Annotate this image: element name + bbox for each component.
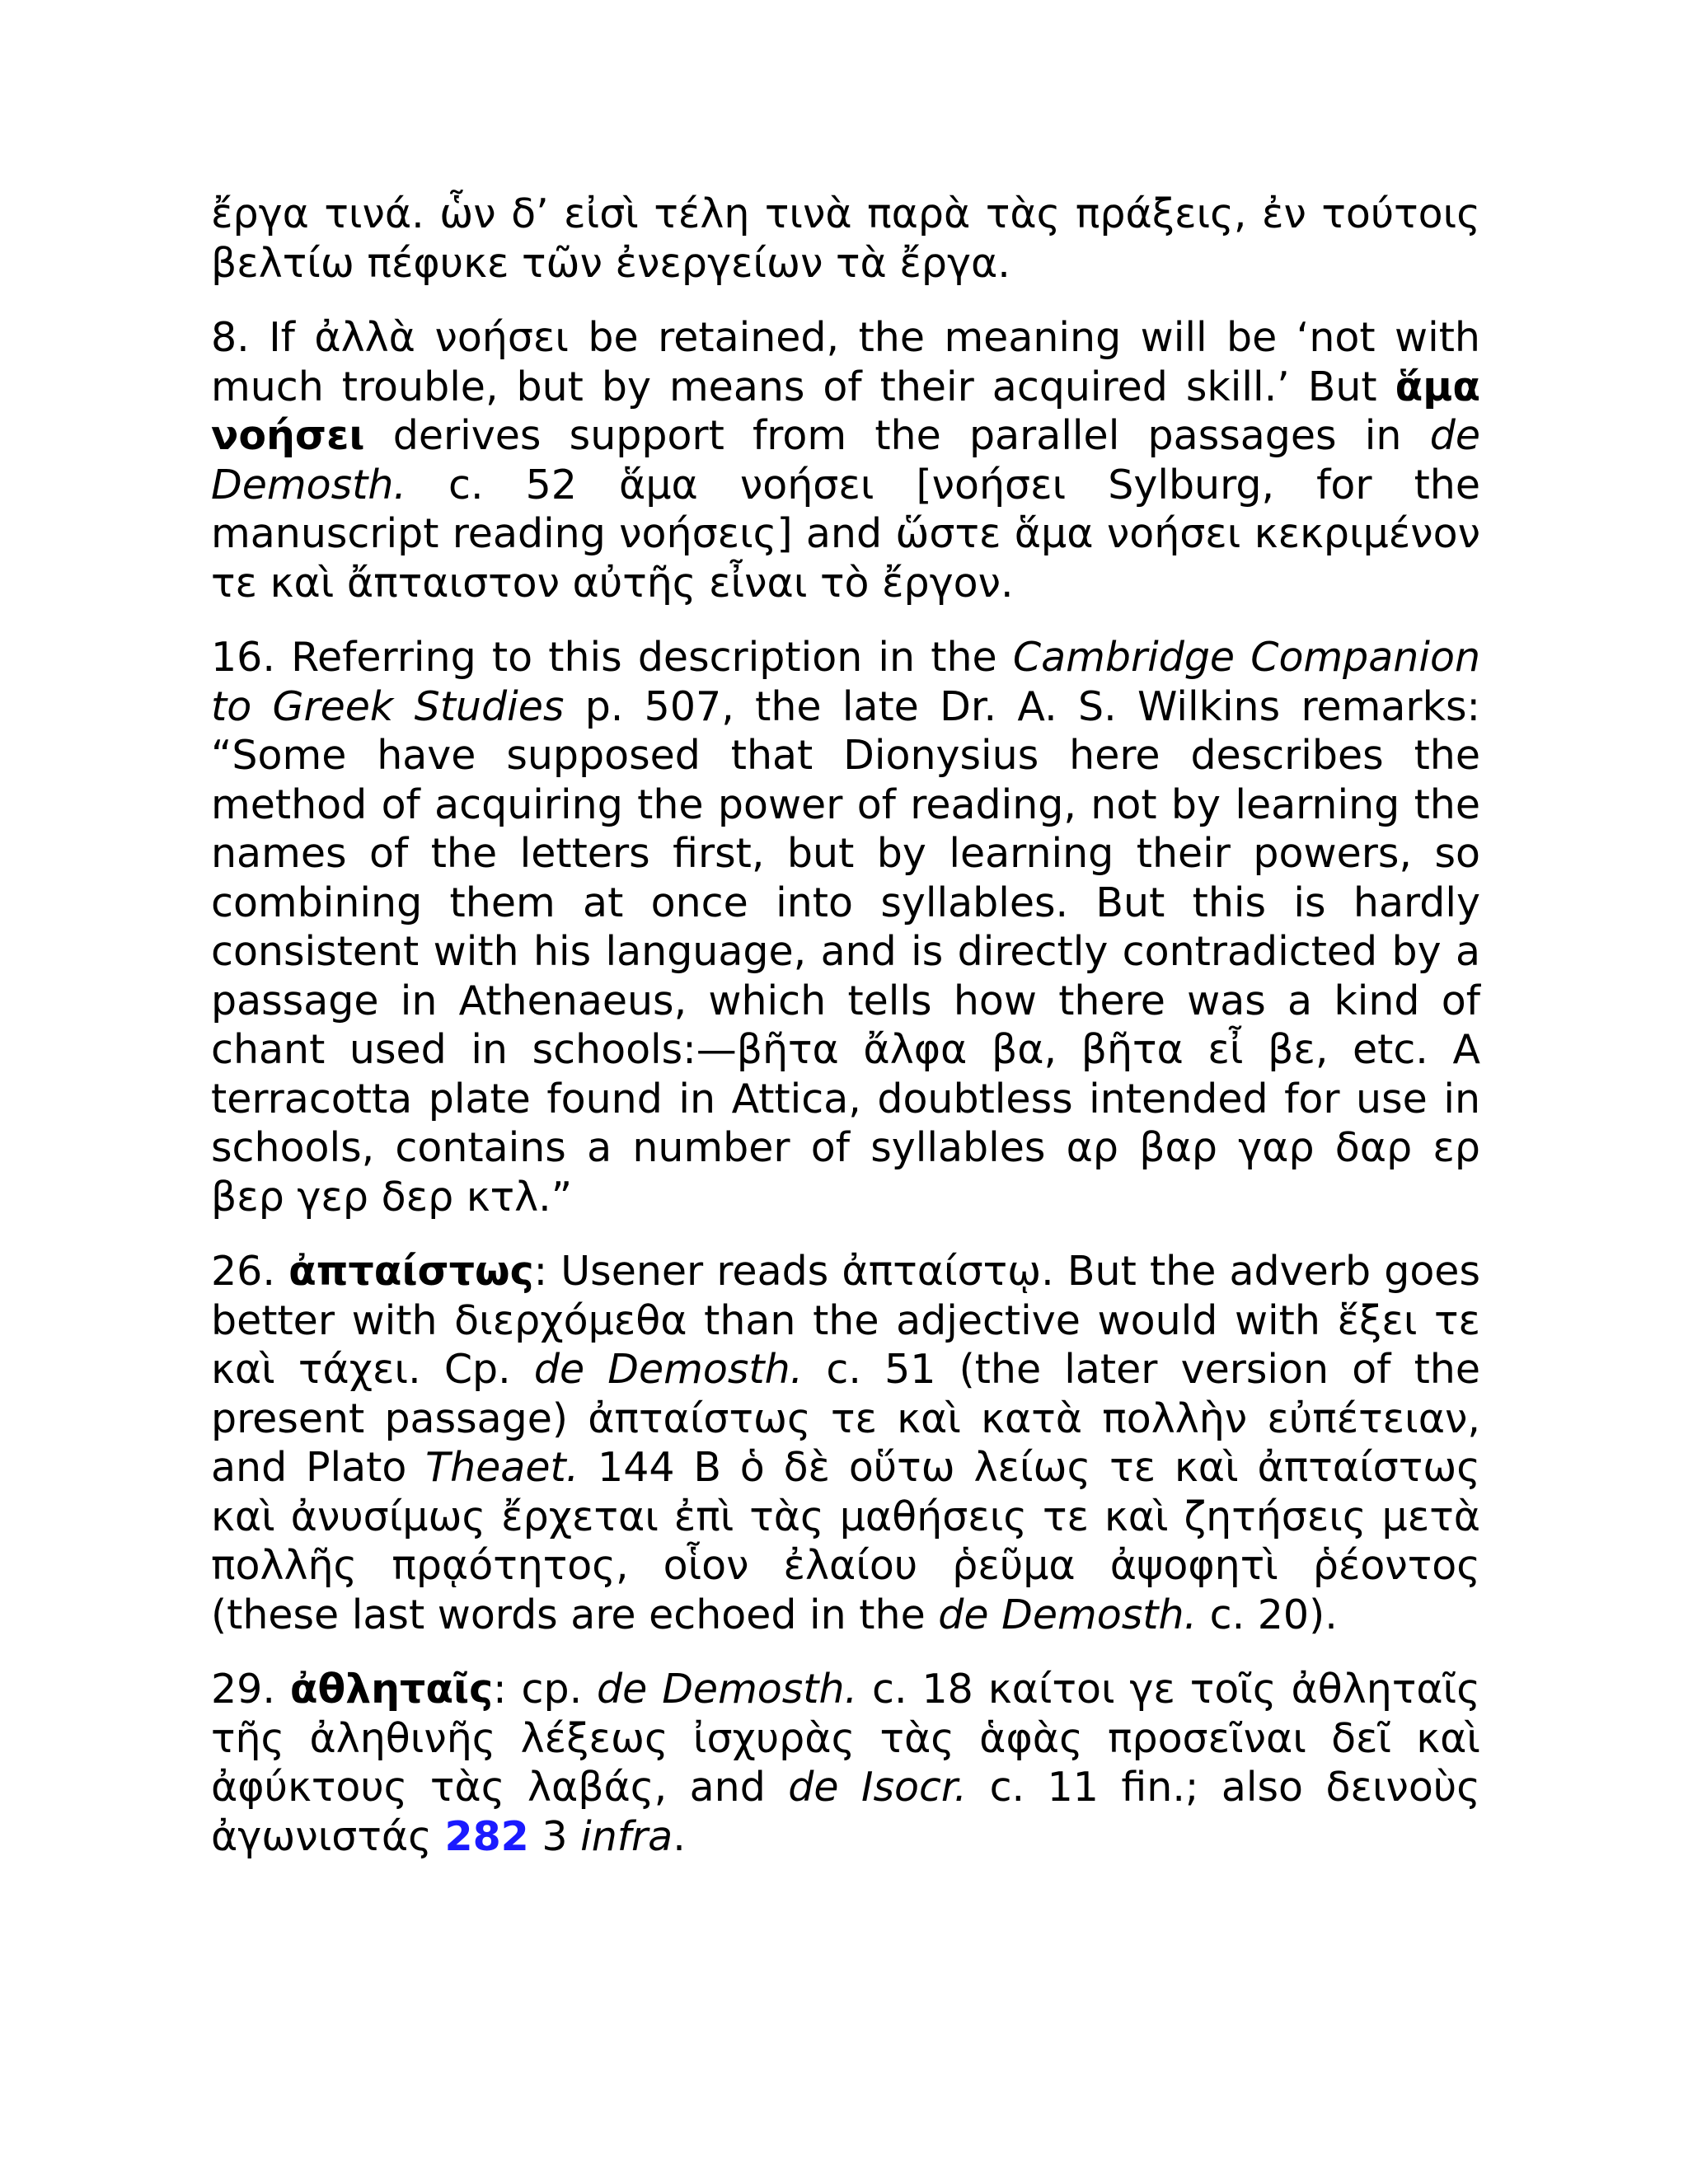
italic-reference: de Demosth. (211, 412, 1480, 509)
text-run: 26. (211, 1248, 289, 1295)
text-run: . (673, 1812, 686, 1860)
text-run: : cp. (493, 1666, 598, 1713)
italic-reference: Cambridge Companion to Greek Studies (211, 634, 1480, 730)
paragraph (211, 190, 1480, 288)
text-run: p. 507, the late Dr. A. S. Wilkins remarks: “Some have supposed that Dionysius here describes the method of acquiring the power of reading, not by learning the names of the letters first, but by learning their powers, so combining them at once into syllables. But this is hardly consistent with his language, and is directly contradicted by a passage in Athenaeus, which tells how there was a kind of chant used in schools:—βῆτα ἄλφα βα, βῆτα εἶ βε, etc. A terracotta plate found in Attica, doubtless intended for use in schools, contains a number of syllables αρ βαρ γαρ δαρ ερ βερ γερ δερ κτλ.” (211, 682, 1480, 1221)
page-reference-link[interactable]: 282 (444, 1812, 529, 1860)
italic-reference: de Isocr. (788, 1764, 968, 1811)
bold-lemma: ἀθληταῖς (289, 1666, 494, 1713)
text-run: c. 11 fin.; also δεινοὺς ἀγωνιστάς (211, 1764, 1480, 1860)
italic-reference: de Demosth. (533, 1346, 804, 1393)
text-run: derives support from the parallel passages in (364, 412, 1430, 459)
text-run: : Usener reads ἀπταίστῳ. But the adverb goes better with διερχόμεθα than the adjective would with ἕξει τε καὶ τάχει. Cp. (211, 1248, 1480, 1393)
paragraph (211, 1665, 1480, 1861)
text-run: c. 52 ἅμα νοήσει [νοήσει Sylburg, for the manuscript reading νοήσεις] and ὥστε ἅμα νοήσει κεκριμένον τε καὶ ἄπταιστον αὐτῆς εἶναι τὸ ἔργον. (211, 461, 1480, 607)
bold-lemma: ἀπταίστως (288, 1248, 534, 1295)
italic-reference: Theaet. (425, 1444, 579, 1491)
text-run: 144 B ὁ δὲ οὕτω λείως τε καὶ ἀπταίστως καὶ ἀνυσίμως ἔρχεται ἐπὶ τὰς μαθήσεις τε καὶ ζητήσεις μετὰ πολλῆς πρᾳότητος, οἷον ἐλαίου ῥεῦμα ἀψοφητὶ ῥέοντος (these last words are echoed in the (211, 1444, 1480, 1638)
text-run: c. 51 (the later version of the present passage) ἀπταίστως τε καὶ κατὰ πολλὴν εὐπέτειαν, and Plato (211, 1346, 1480, 1491)
text-run: c. 20). (1197, 1591, 1338, 1638)
italic-reference: de Demosth. (597, 1666, 858, 1713)
text-run: ἔργα τινά. ὧν δʼ εἰσὶ τέλη τινὰ παρὰ τὰς πράξεις, ἐν τούτοις βελτίω πέφυκε τῶν ἐνεργείων τὰ ἔργα. (211, 190, 1480, 287)
bold-lemma: ἅμα νοήσει (211, 363, 1480, 459)
text-run: 29. (211, 1666, 290, 1713)
paragraph (211, 633, 1480, 1221)
text-run: 8. If ἀλλὰ νοήσει be retained, the meaning will be ‘not with much trouble, but by means of their acquired skill.’ But (211, 314, 1480, 410)
document-page (211, 190, 1480, 1886)
paragraph (211, 1247, 1480, 1639)
paragraph (211, 313, 1480, 607)
italic-reference: infra (580, 1812, 673, 1860)
italic-reference: de Demosth. (938, 1591, 1198, 1638)
text-run: 16. Referring to this description in the (211, 634, 1013, 681)
text-run: c. 18 καίτοι γε τοῖς ἀθληταῖς τῆς ἀληθινῆς λέξεως ἰσχυρὰς τὰς ἁφὰς προσεῖναι δεῖ καὶ ἀφύκτους τὰς λαβάς, and (211, 1666, 1480, 1811)
text-run: 3 (528, 1812, 581, 1860)
